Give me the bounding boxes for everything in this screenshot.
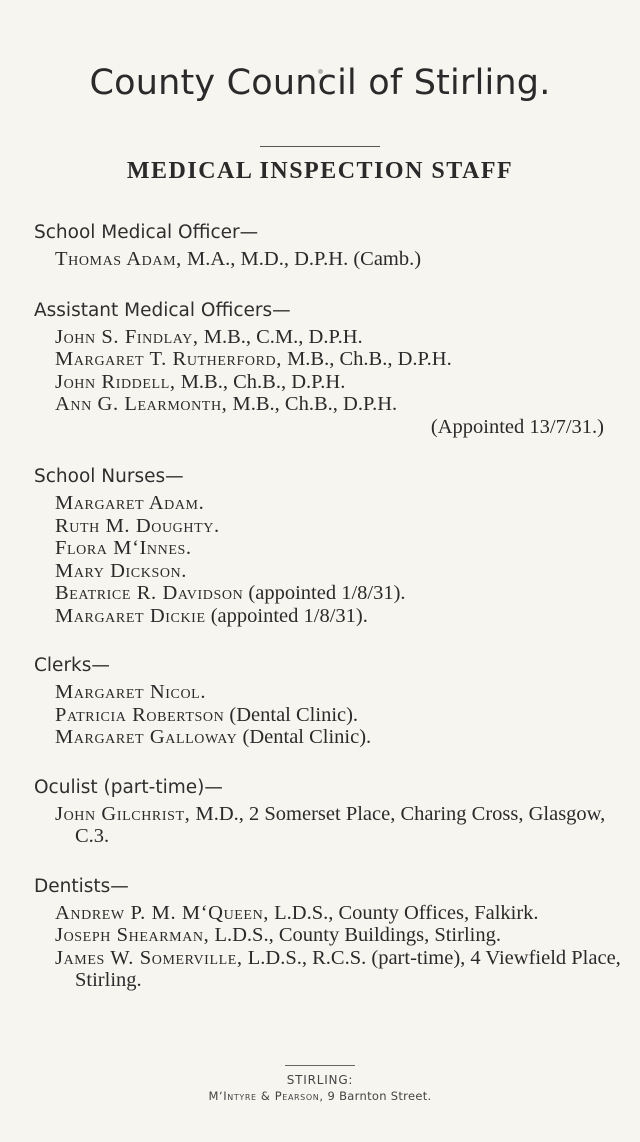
staff-name: Joseph Shearman, [55, 924, 210, 946]
staff-details: L.D.S., County Offices, Falkirk. [269, 901, 539, 924]
staff-details: (Dental Clinic). [237, 726, 372, 748]
staff-entry [55, 704, 624, 727]
section-heading: Assistant Medical Officers— [34, 299, 291, 321]
staff-entry [55, 947, 624, 992]
staff-entry [55, 803, 624, 848]
staff-entry [55, 902, 624, 925]
staff-entry [55, 605, 624, 628]
staff-details: M.B., Ch.B., D.P.H. [281, 348, 452, 370]
printer-address: 9 Barnton Street. [323, 1089, 432, 1103]
section-heading: Dentists— [34, 875, 129, 897]
staff-name: John Gilchrist, [55, 802, 191, 825]
staff-entry [55, 924, 624, 947]
staff-details: M.B., C.M., D.P.H. [198, 325, 363, 348]
section-school-nurses [34, 462, 624, 627]
staff-details: L.D.S., County Buildings, Stirling. [209, 924, 501, 946]
staff-name: Patricia Robertson [55, 703, 225, 726]
staff-name: Ruth M. Doughty. [55, 514, 220, 537]
imprint-city: STIRLING: [286, 1073, 354, 1087]
section-heading: Oculist (part-time)— [34, 776, 223, 798]
staff-entry [55, 515, 624, 538]
staff-list [34, 218, 624, 1016]
staff-name: Flora M‘Innes. [55, 537, 192, 559]
staff-name: Margaret Nicol. [55, 681, 207, 703]
staff-name: John Riddell, [55, 370, 176, 393]
page-title: County Council of Stirling. [89, 63, 551, 103]
section-assistant-medical-officers [34, 296, 624, 439]
printer-names: M‘Intyre & Pearson, [208, 1089, 324, 1103]
staff-entry [55, 393, 624, 416]
staff-details: M.B., Ch.B., D.P.H. [227, 393, 398, 415]
section-heading: Clerks— [34, 655, 110, 676]
staff-entry [55, 560, 624, 583]
staff-name: Mary Dickson. [55, 559, 187, 582]
staff-entry [55, 492, 624, 515]
staff-name: Thomas Adam, [55, 248, 182, 270]
section-clerks [34, 651, 624, 749]
staff-details: (appointed 1/8/31). [205, 604, 368, 627]
section-heading: School Medical Officer— [34, 222, 259, 243]
imprint-printer [0, 1088, 640, 1104]
page-subtitle: MEDICAL INSPECTION STAFF [0, 158, 640, 185]
staff-entry [55, 537, 624, 560]
staff-entry [55, 681, 624, 704]
staff-entry [55, 726, 624, 749]
staff-name: Margaret Adam. [55, 492, 205, 514]
section-oculist [34, 773, 624, 848]
staff-name: James W. Somerville, [55, 946, 243, 969]
staff-name: John S. Findlay, [55, 325, 199, 348]
staff-details: L.D.S., R.C.S. (part-time), 4 Viewfield Place, Stirling. [75, 946, 621, 991]
printer-imprint [0, 1065, 640, 1104]
staff-details: M.B., Ch.B., D.P.H. [175, 370, 346, 393]
section-dentists [34, 872, 624, 992]
staff-entry [55, 371, 624, 394]
appointment-note: (Appointed 13/7/31.) [430, 415, 604, 438]
staff-name: Margaret Galloway [55, 726, 238, 748]
staff-entry [55, 348, 624, 371]
staff-entry [55, 326, 624, 349]
staff-name: Ann G. Learmonth, [55, 393, 228, 415]
staff-entry [55, 248, 624, 271]
staff-name: Margaret T. Rutherford, [55, 348, 282, 370]
staff-details: (Dental Clinic). [224, 703, 359, 726]
staff-name: Andrew P. M. M‘Queen, [55, 901, 270, 924]
section-school-medical-officer [34, 218, 624, 271]
section-heading: School Nurses— [34, 466, 184, 487]
staff-details: M.D., 2 Somerset Place, Charing Cross, Glasgow, C.3. [75, 802, 606, 847]
staff-details: (appointed 1/8/31). [243, 582, 406, 604]
staff-name: Beatrice R. Davidson [55, 582, 244, 604]
staff-entry [55, 582, 624, 605]
footer-rule [285, 1065, 355, 1066]
staff-details: M.A., M.D., D.P.H. (Camb.) [181, 248, 422, 270]
staff-name: Margaret Dickie [55, 604, 206, 627]
